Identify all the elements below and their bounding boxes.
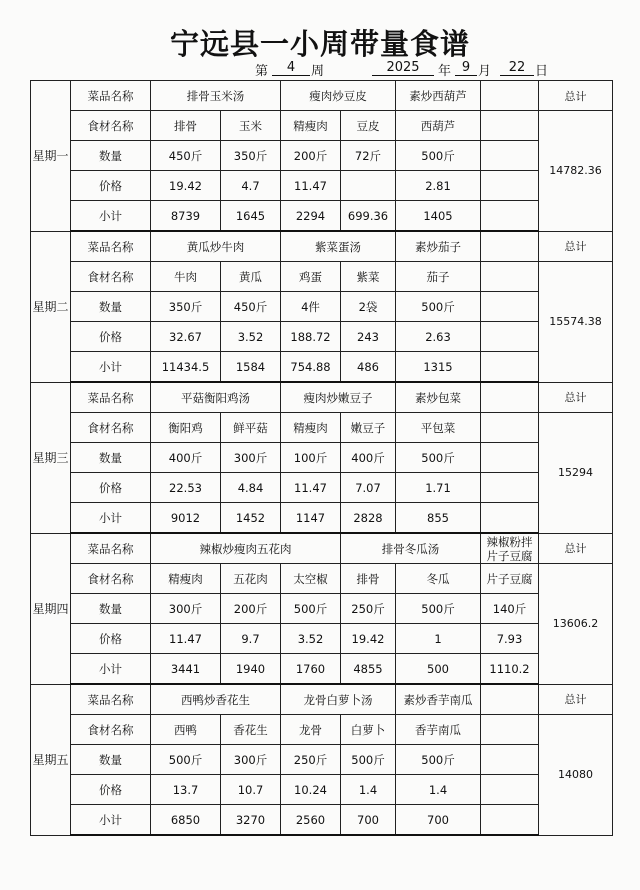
price-cell	[481, 473, 539, 503]
quantity-row	[31, 292, 613, 322]
ingredient-cell: 西葫芦	[396, 111, 481, 141]
ingredient-cell: 精瘦肉	[281, 111, 341, 141]
dish-name	[481, 231, 539, 262]
month-value: 9	[455, 60, 477, 76]
subtotal-cell: 9012	[151, 503, 221, 534]
price-label: 价格	[71, 624, 151, 654]
weekly-menu-table	[30, 80, 613, 836]
ingredient-cell: 鲜平菇	[221, 413, 281, 443]
ingredient-row	[31, 564, 613, 594]
price-row	[31, 624, 613, 654]
dish-row	[31, 231, 613, 262]
subtotal-label: 小计	[71, 352, 151, 383]
quantity-label: 数量	[71, 141, 151, 171]
quantity-cell: 200斤	[281, 141, 341, 171]
subtotal-cell	[481, 503, 539, 534]
price-cell: 32.67	[151, 322, 221, 352]
dish-name: 辣椒炒瘦肉五花肉	[151, 533, 341, 564]
ingredient-cell: 豆皮	[341, 111, 396, 141]
week-suffix: 周	[311, 64, 325, 79]
dish-name: 平菇衡阳鸡汤	[151, 382, 281, 413]
subtotal-row	[31, 352, 613, 383]
quantity-cell	[481, 745, 539, 775]
dish-name: 瘦肉炒嫩豆子	[281, 382, 396, 413]
total-label: 总计	[539, 533, 613, 564]
subtotal-row	[31, 654, 613, 685]
subtotal-cell: 6850	[151, 805, 221, 836]
subtotal-label: 小计	[71, 201, 151, 232]
subtotal-label: 小计	[71, 805, 151, 836]
subtotal-cell: 486	[341, 352, 396, 383]
quantity-cell: 500斤	[281, 594, 341, 624]
subtotal-cell: 3270	[221, 805, 281, 836]
subtotal-cell: 1940	[221, 654, 281, 685]
subtotal-cell: 700	[396, 805, 481, 836]
subtotal-cell	[481, 201, 539, 232]
total-label: 总计	[539, 382, 613, 413]
quantity-label: 数量	[71, 745, 151, 775]
price-cell: 243	[341, 322, 396, 352]
ingredient-row	[31, 111, 613, 141]
year-suffix: 年	[438, 64, 452, 79]
ingredient-cell	[481, 262, 539, 292]
price-row	[31, 171, 613, 201]
quantity-row	[31, 594, 613, 624]
dish-row	[31, 81, 613, 111]
dish-row	[31, 533, 613, 564]
quantity-cell	[481, 292, 539, 322]
price-cell: 13.7	[151, 775, 221, 805]
price-cell: 1.4	[396, 775, 481, 805]
price-cell: 10.7	[221, 775, 281, 805]
dish-name: 排骨冬瓜汤	[341, 533, 481, 564]
ingredient-cell: 太空椒	[281, 564, 341, 594]
dish-label: 菜品名称	[71, 382, 151, 413]
subtotal-cell: 2828	[341, 503, 396, 534]
quantity-cell: 250斤	[341, 594, 396, 624]
day-label: 星期二	[31, 231, 71, 382]
price-row	[31, 473, 613, 503]
price-cell: 1.71	[396, 473, 481, 503]
dish-name: 辣椒粉拌片子豆腐	[481, 533, 539, 564]
ingredient-row	[31, 262, 613, 292]
dish-name: 黄瓜炒牛肉	[151, 231, 281, 262]
price-cell: 11.47	[281, 171, 341, 201]
quantity-cell: 300斤	[221, 745, 281, 775]
price-cell: 19.42	[341, 624, 396, 654]
dish-label: 菜品名称	[71, 533, 151, 564]
ingredient-label: 食材名称	[71, 715, 151, 745]
price-cell: 19.42	[151, 171, 221, 201]
quantity-cell: 400斤	[151, 443, 221, 473]
quantity-cell: 500斤	[396, 443, 481, 473]
ingredient-cell: 紫菜	[341, 262, 396, 292]
page-title: 宁远县一小周带量食谱	[169, 27, 470, 61]
ingredient-cell: 香花生	[221, 715, 281, 745]
week-number: 4	[272, 60, 310, 76]
quantity-label: 数量	[71, 443, 151, 473]
quantity-cell: 500斤	[151, 745, 221, 775]
price-cell: 3.52	[281, 624, 341, 654]
price-cell	[481, 171, 539, 201]
total-value: 14080	[539, 715, 613, 836]
price-label: 价格	[71, 322, 151, 352]
subtotal-cell: 1110.2	[481, 654, 539, 685]
subtotal-cell: 2560	[281, 805, 341, 836]
quantity-cell: 4件	[281, 292, 341, 322]
year-value: 2025	[372, 60, 434, 76]
price-label: 价格	[71, 775, 151, 805]
price-row	[31, 322, 613, 352]
subtotal-cell: 1645	[221, 201, 281, 232]
subtotal-row	[31, 805, 613, 836]
quantity-cell: 300斤	[221, 443, 281, 473]
ingredient-cell: 香芋南瓜	[396, 715, 481, 745]
price-cell: 22.53	[151, 473, 221, 503]
price-cell: 9.7	[221, 624, 281, 654]
price-label: 价格	[71, 473, 151, 503]
price-cell: 1	[396, 624, 481, 654]
ingredient-cell: 嫩豆子	[341, 413, 396, 443]
subtotal-cell: 8739	[151, 201, 221, 232]
ingredient-cell: 精瘦肉	[281, 413, 341, 443]
subtotal-cell: 1760	[281, 654, 341, 685]
ingredient-cell: 排骨	[151, 111, 221, 141]
dish-name: 瘦肉炒豆皮	[281, 81, 396, 111]
subtotal-cell: 1584	[221, 352, 281, 383]
day-label: 星期三	[31, 382, 71, 533]
total-value: 15294	[539, 413, 613, 534]
subtotal-cell: 754.88	[281, 352, 341, 383]
ingredient-label: 食材名称	[71, 413, 151, 443]
subtotal-cell: 11434.5	[151, 352, 221, 383]
subtotal-cell: 3441	[151, 654, 221, 685]
price-cell: 4.7	[221, 171, 281, 201]
quantity-cell: 500斤	[341, 745, 396, 775]
quantity-label: 数量	[71, 594, 151, 624]
dish-row	[31, 382, 613, 413]
ingredient-cell: 冬瓜	[396, 564, 481, 594]
price-cell: 4.84	[221, 473, 281, 503]
quantity-cell: 2袋	[341, 292, 396, 322]
dish-name: 素炒香芋南瓜	[396, 684, 481, 715]
price-cell: 11.47	[281, 473, 341, 503]
dish-name: 龙骨白萝卜汤	[281, 684, 396, 715]
price-cell	[341, 171, 396, 201]
day-suffix: 日	[535, 64, 549, 79]
price-row	[31, 775, 613, 805]
ingredient-cell: 西鸭	[151, 715, 221, 745]
price-cell: 7.07	[341, 473, 396, 503]
ingredient-cell: 白萝卜	[341, 715, 396, 745]
day-value: 22	[500, 60, 534, 76]
subtotal-row	[31, 201, 613, 232]
quantity-cell	[481, 141, 539, 171]
dish-name: 西鸭炒香花生	[151, 684, 281, 715]
quantity-cell: 72斤	[341, 141, 396, 171]
ingredient-cell: 牛肉	[151, 262, 221, 292]
subtotal-cell: 700	[341, 805, 396, 836]
dish-label: 菜品名称	[71, 231, 151, 262]
price-cell	[481, 775, 539, 805]
dish-name: 素炒西葫芦	[396, 81, 481, 111]
ingredient-cell: 排骨	[341, 564, 396, 594]
dish-label: 菜品名称	[71, 81, 151, 111]
ingredient-cell: 精瘦肉	[151, 564, 221, 594]
total-value: 14782.36	[539, 111, 613, 232]
dish-name: 素炒包菜	[396, 382, 481, 413]
ingredient-label: 食材名称	[71, 564, 151, 594]
total-label: 总计	[539, 231, 613, 262]
quantity-cell: 300斤	[151, 594, 221, 624]
day-label: 星期四	[31, 533, 71, 684]
ingredient-cell: 茄子	[396, 262, 481, 292]
dish-name	[481, 382, 539, 413]
price-cell	[481, 322, 539, 352]
ingredient-cell: 衡阳鸡	[151, 413, 221, 443]
quantity-row	[31, 141, 613, 171]
dish-name: 排骨玉米汤	[151, 81, 281, 111]
quantity-cell: 500斤	[396, 745, 481, 775]
price-cell: 2.81	[396, 171, 481, 201]
subtotal-cell: 699.36	[341, 201, 396, 232]
ingredient-row	[31, 715, 613, 745]
quantity-cell: 250斤	[281, 745, 341, 775]
ingredient-cell: 片子豆腐	[481, 564, 539, 594]
quantity-cell: 200斤	[221, 594, 281, 624]
subtotal-cell	[481, 805, 539, 836]
dish-row	[31, 684, 613, 715]
quantity-cell: 450斤	[151, 141, 221, 171]
quantity-cell: 450斤	[221, 292, 281, 322]
quantity-cell	[481, 443, 539, 473]
price-cell: 11.47	[151, 624, 221, 654]
ingredient-cell: 龙骨	[281, 715, 341, 745]
total-value: 13606.2	[539, 564, 613, 685]
subtotal-cell: 4855	[341, 654, 396, 685]
subtotal-cell: 2294	[281, 201, 341, 232]
ingredient-row	[31, 413, 613, 443]
subtotal-row	[31, 503, 613, 534]
ingredient-cell	[481, 111, 539, 141]
price-cell: 1.4	[341, 775, 396, 805]
price-cell: 10.24	[281, 775, 341, 805]
quantity-row	[31, 443, 613, 473]
day-label: 星期五	[31, 684, 71, 835]
ingredient-cell: 鸡蛋	[281, 262, 341, 292]
total-label: 总计	[539, 684, 613, 715]
dish-name: 素炒茄子	[396, 231, 481, 262]
subtotal-cell	[481, 352, 539, 383]
price-cell: 2.63	[396, 322, 481, 352]
quantity-cell: 500斤	[396, 594, 481, 624]
subtotal-cell: 1452	[221, 503, 281, 534]
ingredient-cell	[481, 413, 539, 443]
price-label: 价格	[71, 171, 151, 201]
quantity-cell: 500斤	[396, 141, 481, 171]
quantity-cell: 500斤	[396, 292, 481, 322]
ingredient-cell	[481, 715, 539, 745]
month-suffix: 月	[478, 64, 492, 79]
subtotal-label: 小计	[71, 503, 151, 534]
dish-label: 菜品名称	[71, 684, 151, 715]
ingredient-cell: 五花肉	[221, 564, 281, 594]
quantity-cell: 350斤	[151, 292, 221, 322]
total-value: 15574.38	[539, 262, 613, 383]
quantity-cell: 350斤	[221, 141, 281, 171]
day-label: 星期一	[31, 81, 71, 232]
dish-name	[481, 684, 539, 715]
subtotal-cell: 1147	[281, 503, 341, 534]
dish-name	[481, 81, 539, 111]
quantity-cell: 400斤	[341, 443, 396, 473]
week-prefix: 第	[255, 64, 269, 79]
ingredient-cell: 玉米	[221, 111, 281, 141]
quantity-cell: 100斤	[281, 443, 341, 473]
subtotal-cell: 855	[396, 503, 481, 534]
ingredient-cell: 黄瓜	[221, 262, 281, 292]
total-label: 总计	[539, 81, 613, 111]
subtotal-cell: 500	[396, 654, 481, 685]
quantity-row	[31, 745, 613, 775]
ingredient-label: 食材名称	[71, 262, 151, 292]
subtotal-cell: 1405	[396, 201, 481, 232]
quantity-cell: 140斤	[481, 594, 539, 624]
subtotal-cell: 1315	[396, 352, 481, 383]
price-cell: 7.93	[481, 624, 539, 654]
price-cell: 188.72	[281, 322, 341, 352]
price-cell: 3.52	[221, 322, 281, 352]
ingredient-label: 食材名称	[71, 111, 151, 141]
dish-name: 紫菜蛋汤	[281, 231, 396, 262]
ingredient-cell: 平包菜	[396, 413, 481, 443]
subtotal-label: 小计	[71, 654, 151, 685]
quantity-label: 数量	[71, 292, 151, 322]
